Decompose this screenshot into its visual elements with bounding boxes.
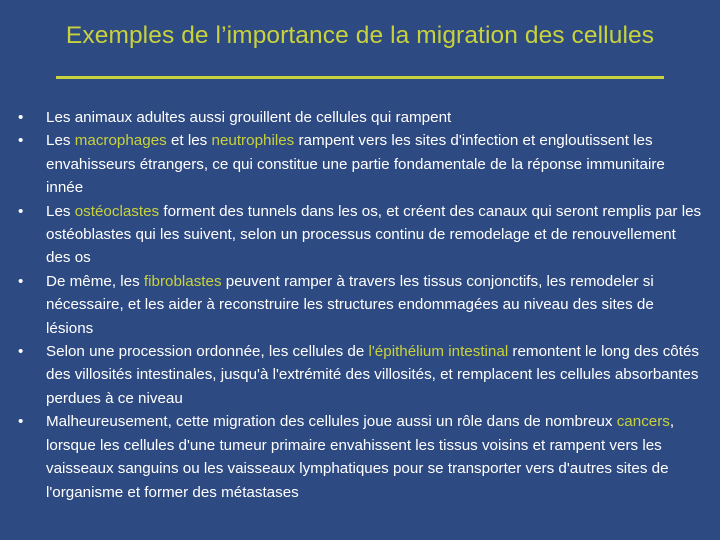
highlighted-term: ostéoclastes xyxy=(74,202,160,220)
bullet-item xyxy=(18,129,704,199)
bullet-text: Les animaux adultes aussi grouillent de cellules qui rampent xyxy=(46,109,452,126)
highlighted-term: cancers xyxy=(616,413,670,431)
bullet-marker: • xyxy=(18,202,24,220)
highlighted-term: neutrophiles xyxy=(211,132,295,150)
highlighted-term: macrophages xyxy=(74,132,167,150)
bullet-list xyxy=(18,106,704,504)
bullet-item xyxy=(18,106,704,129)
bullet-item xyxy=(18,270,704,340)
bullet-marker: • xyxy=(18,132,24,150)
bullet-text: remontent le long des côtés des villosités intestinales, jusqu'à l'extrémité des villosités, et remplacent les cellules absorbantes perdues à ce niveau xyxy=(46,343,700,407)
bullet-marker: • xyxy=(18,272,24,290)
bullet-item xyxy=(18,340,704,410)
bullet-item xyxy=(18,200,704,270)
bullet-marker: • xyxy=(18,413,24,431)
title-underline xyxy=(56,76,664,79)
bullet-text: Les xyxy=(46,202,75,220)
slide-title: Exemples de l’importance de la migration des cellules xyxy=(65,22,655,49)
bullet-text: De même, les xyxy=(46,272,144,290)
bullet-text: Malheureusement, cette migration des cellules joue aussi un rôle dans de nombreux xyxy=(46,413,617,431)
bullet-text: Les xyxy=(46,132,75,150)
bullet-text: , lorsque les cellules d'une tumeur primaire envahissent les tissus voisins et rampent vers les vaisseaux sanguins ou les vaisseaux lymphatiques pour se transporter vers d'autres sites de l'organisme et former des métastases xyxy=(46,413,675,501)
bullet-text: forment des tunnels dans les os, et créent des canaux qui seront remplis par les ostéoblastes qui les suivent, selon un processus continu de remodelage et de renouvellement des os xyxy=(46,202,702,267)
bullet-text: peuvent ramper à travers les tissus conjonctifs, les remodeler si nécessaire, et les aider à reconstruire les structures endommagées au niveau des sites de lésions xyxy=(46,272,654,337)
highlighted-term: fibroblastes xyxy=(143,272,222,290)
bullet-item xyxy=(18,410,704,504)
highlighted-term: l'épithélium intestinal xyxy=(368,343,509,361)
bullet-text: rampent vers les sites d'infection et engloutissent les envahisseurs étrangers, ce qui constitue une partie fondamentale de la réponse immunitaire innée xyxy=(46,132,665,197)
bullet-marker: • xyxy=(18,109,24,126)
bullet-text: Selon une procession ordonnée, les cellules de xyxy=(46,343,369,361)
bullet-text: et les xyxy=(166,132,212,150)
bullet-marker: • xyxy=(18,343,24,361)
